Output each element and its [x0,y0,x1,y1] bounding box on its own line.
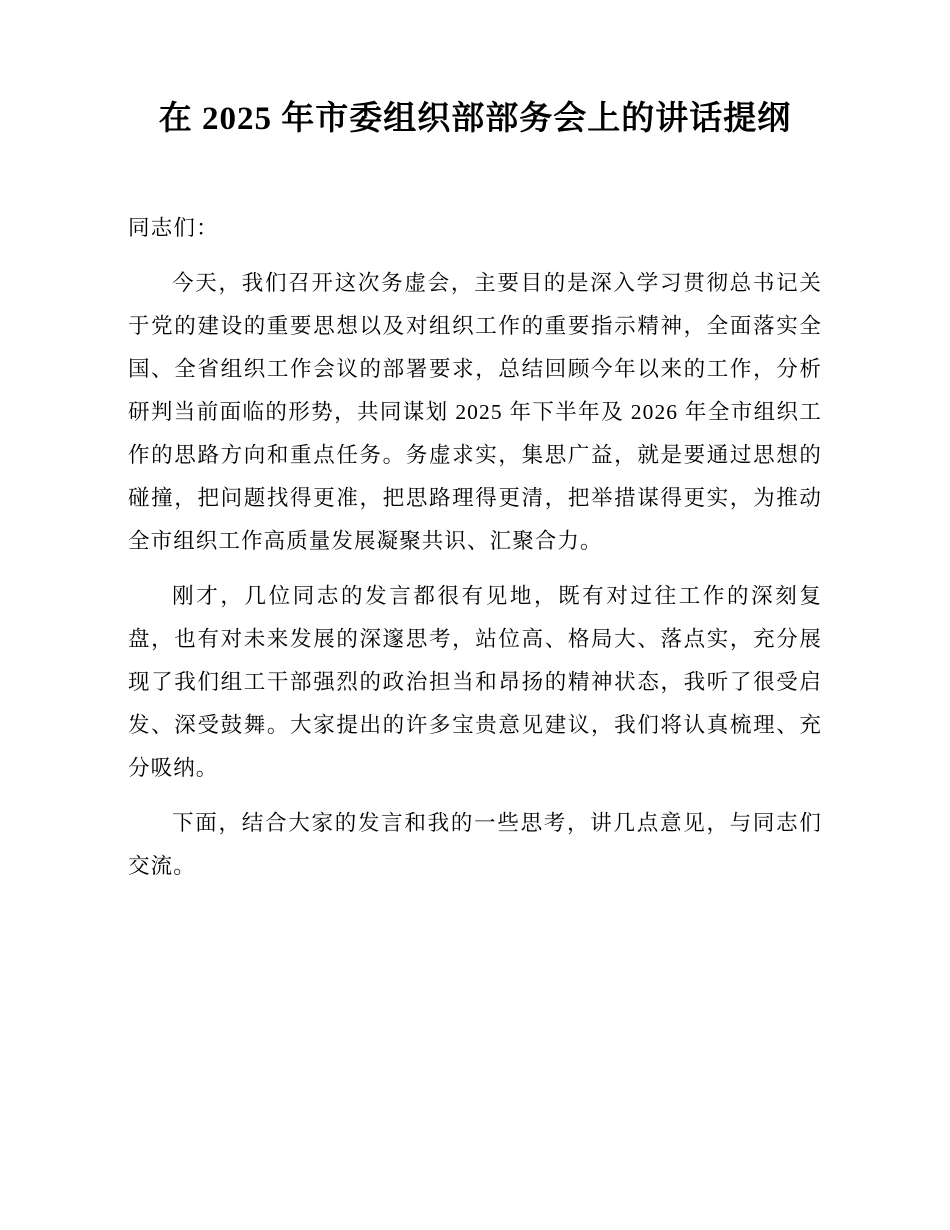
salutation: 同志们： [128,215,219,240]
body-paragraph-3: 下面，结合大家的发言和我的一些思考，讲几点意见，与同志们交流。 [128,810,822,878]
body-paragraph-2: 刚才，几位同志的发言都很有见地，既有对过往工作的深刻复盘，也有对未来发展的深邃思考，站位高、格局大、落点实，充分展现了我们组工干部强烈的政治担当和昂扬的精神状态，我听了很受启发、深受鼓舞。大家提出的许多宝贵意见建议，我们将认真梳理、充分吸纳。 [128,583,822,780]
page-title: 在 2025 年市委组织部部务会上的讲话提纲 [158,101,792,137]
body-paragraph-1: 今天，我们召开这次务虚会，主要目的是深入学习贯彻总书记关于党的建设的重要思想以及对组织工作的重要指示精神，全面落实全国、全省组织工作会议的部署要求，总结回顾今年以来的工作，分析研判当前面临的形势，共同谋划 2025 年下半年及 2026 年全市组织工作的思路方向和重点任务。务虚求实，集思广益，就是要通过思想的碰撞，把问题找得更准，把思路理得更清，把举措谋得更实，为推动全市组织工作高质量发展凝聚共识、汇聚合力。 [128,270,822,553]
